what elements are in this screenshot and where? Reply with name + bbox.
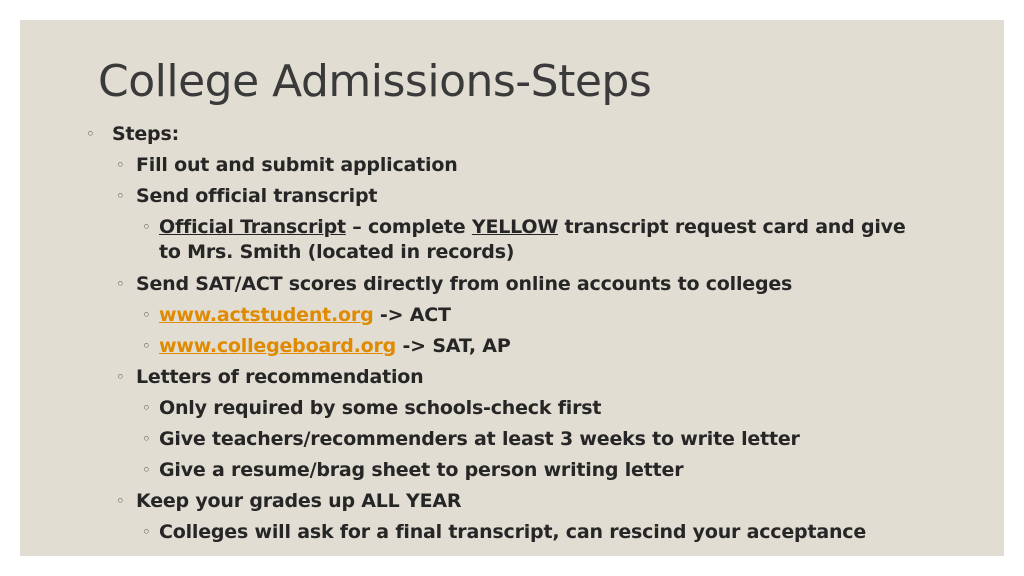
collegeboard-link[interactable]: www.collegeboard.org [159,335,397,357]
list-item-give-teachers [142,427,800,452]
list-item-text: Give a resume/brag sheet to person writing letter [159,459,684,481]
text-segment: -> ACT [373,304,451,326]
list-item-official-transcript [142,215,922,265]
official-transcript-label: Official Transcript [159,216,346,238]
bullet-icon: ◦ [142,430,151,448]
bullet-icon: ◦ [116,156,125,174]
actstudent-link[interactable]: www.actstudent.org [159,304,374,326]
list-item-sat-act [116,272,792,297]
bullet-icon: ◦ [142,218,151,236]
list-item-final-transcript [142,520,866,545]
text-segment: transcript request card and give to Mrs. Smith (located in records) [159,216,906,263]
bullet-icon: ◦ [142,399,151,417]
bullet-icon: ◦ [142,461,151,479]
slide [20,20,1004,556]
list-item-text: Colleges will ask for a final transcript, can rescind your acceptance [159,521,867,543]
yellow-emphasis: YELLOW [471,216,559,238]
list-item-text: Give teachers/recommenders at least 3 weeks to write letter [159,428,800,450]
list-item-send-transcript [116,184,377,209]
list-item-text: Fill out and submit application [136,154,458,176]
list-item-text: Only required by some schools-check first [159,397,602,419]
bullet-icon: ◦ [142,337,151,355]
bullet-icon: ◦ [142,523,151,541]
bullet-icon: ◦ [116,368,125,386]
list-item-letters [116,365,423,390]
list-item-text: Send SAT/ACT scores directly from online accounts to colleges [136,273,793,295]
bullet-icon: ◦ [116,187,125,205]
bullet-icon: ◦ [142,306,151,324]
slide-title: College Admissions-Steps [98,56,652,107]
bullet-icon: ◦ [86,125,95,143]
list-item-give-resume [142,458,683,483]
list-item-act-link [142,303,451,328]
list-item-fill-out [116,153,458,178]
list-item-text: Send official transcript [136,185,378,207]
bullet-icon: ◦ [116,492,125,510]
list-item-only-required [142,396,601,421]
list-item-text: Letters of recommendation [136,366,424,388]
list-item-steps [86,122,179,147]
text-segment: -> SAT, AP [396,335,511,357]
text-segment: – complete [345,216,472,238]
list-item-keep-grades [116,489,461,514]
list-item-text: Keep your grades up ALL YEAR [136,490,462,512]
list-item-text: Steps: [112,123,179,145]
bullet-icon: ◦ [116,275,125,293]
list-item-cb-link [142,334,511,359]
